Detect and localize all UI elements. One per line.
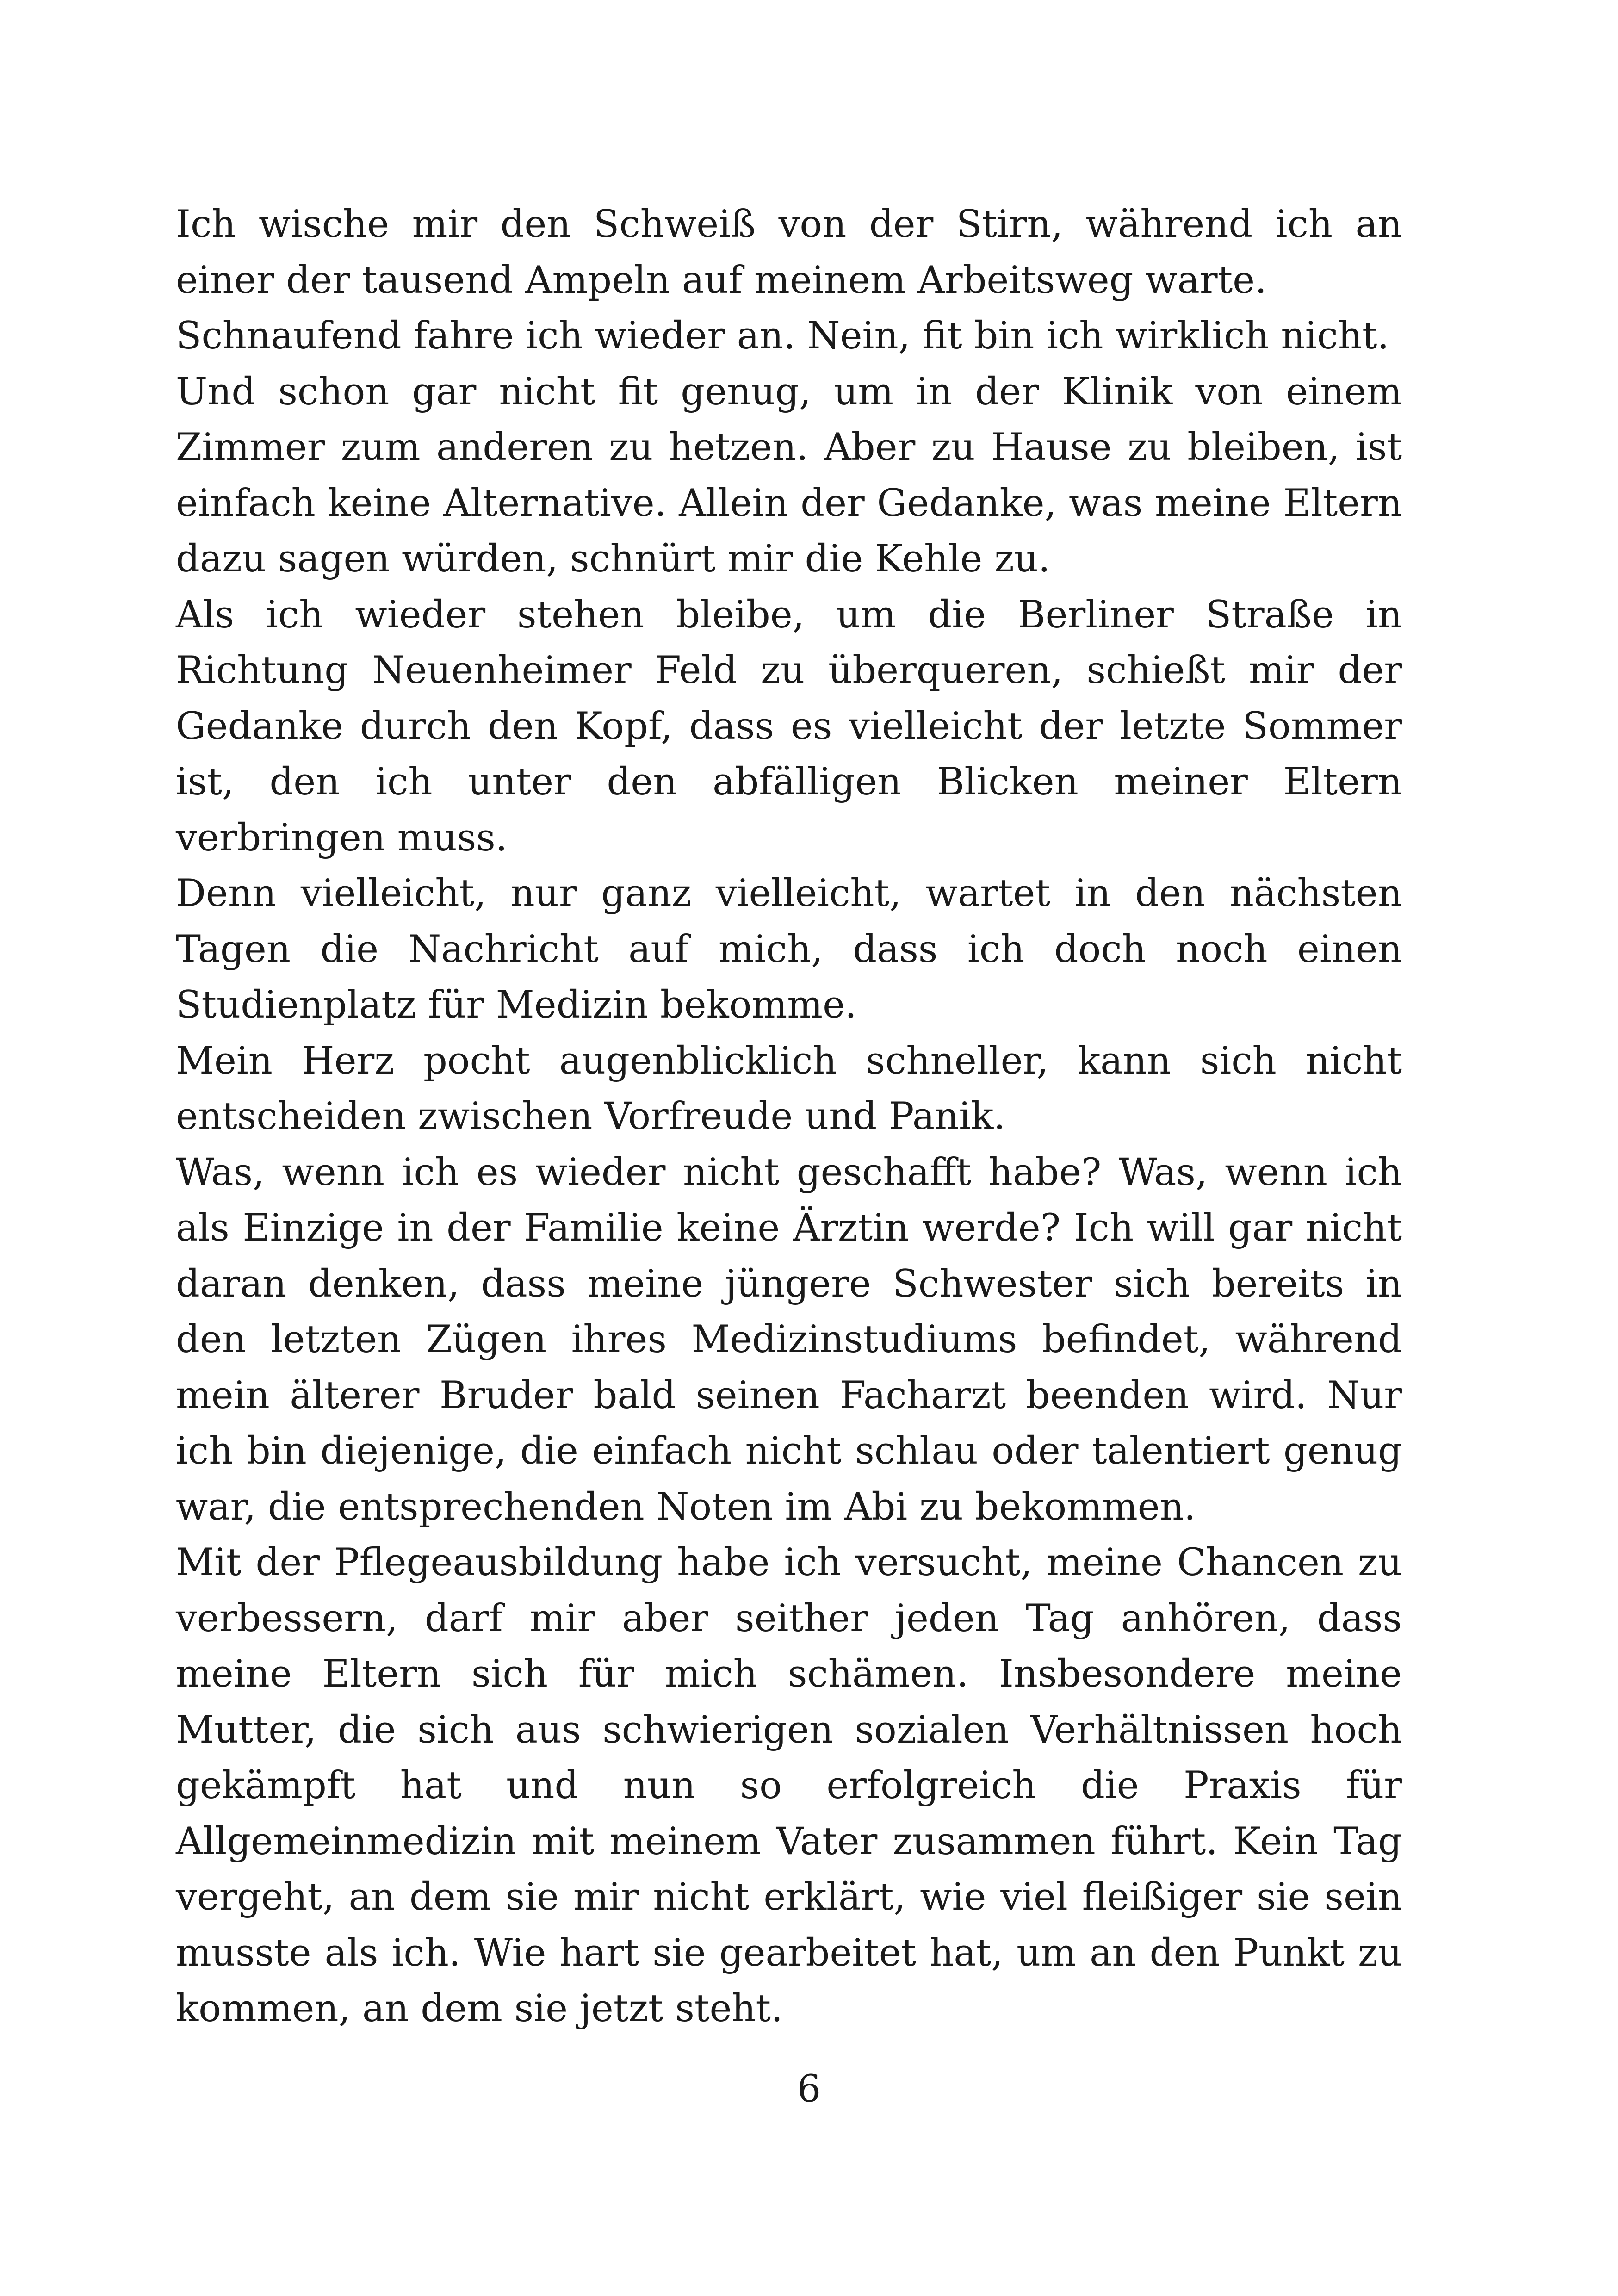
paragraph-8: Mit der Pflegeausbildung habe ich versucht, meine Chancen zu verbessern, darf mir aber seither jeden Tag anhören, dass meine Eltern sich für mich schämen. Insbesondere meine Mutter, die sich aus schwierigen sozialen Verhältnissen hoch gekämpft hat und nun so erfolgreich die Praxis für Allgemeinmedizin mit meinem Vater zusammen führt. Kein Tag vergeht, an dem sie mir nicht erklärt, wie viel fleißiger sie sein musste als ich. Wie hart sie gearbeitet hat, um an den Punkt zu kommen, an dem sie jetzt steht. (176, 1541, 1402, 2030)
paragraph-5: Denn vielleicht, nur ganz vielleicht, wartet in den nächsten Tagen die Nachricht auf mich, dass ich doch noch einen Studienplatz für Medizin bekomme. (176, 872, 1402, 1027)
paragraph-4: Als ich wieder stehen bleibe, um die Berliner Straße in Richtung Neuenheimer Feld zu überqueren, schießt mir der Gedanke durch den Kopf, dass es vielleicht der letzte Sommer ist, den ich unter den abfälligen Blicken meiner Eltern verbringen muss. (176, 593, 1402, 860)
page-number: 6 (797, 2067, 821, 2111)
paragraph-2: Schnaufend fahre ich wieder an. Nein, fit bin ich wirklich nicht. (176, 314, 1389, 358)
paragraph-7: Was, wenn ich es wieder nicht geschafft habe? Was, wenn ich als Einzige in der Familie keine Ärztin werde? Ich will gar nicht daran denken, dass meine jüngere Schwester sich bereits in den letzten Zügen ihres Medizinstudiums befindet, während mein älterer Bruder bald seinen Facharzt beenden wird. Nur ich bin diejenige, die einfach nicht schlau oder talentiert genug war, die entsprechenden Noten im Abi zu bekommen. (176, 1150, 1402, 1529)
body-text (176, 197, 1402, 2037)
paragraph-3: Und schon gar nicht fit genug, um in der Klinik von einem Zimmer zum anderen zu hetzen. Aber zu Hause zu bleiben, ist einfach keine Alternative. Allein der Gedanke, was meine Eltern dazu sagen würden, schnürt mir die Kehle zu. (176, 370, 1402, 581)
paragraph-6: Mein Herz pocht augenblicklich schneller, kann sich nicht entscheiden zwischen Vorfreude und Panik. (176, 1039, 1402, 1138)
paragraph-1: Ich wische mir den Schweiß von der Stirn, während ich an einer der tausend Ampeln auf meinem Arbeitsweg warte. (176, 203, 1402, 302)
